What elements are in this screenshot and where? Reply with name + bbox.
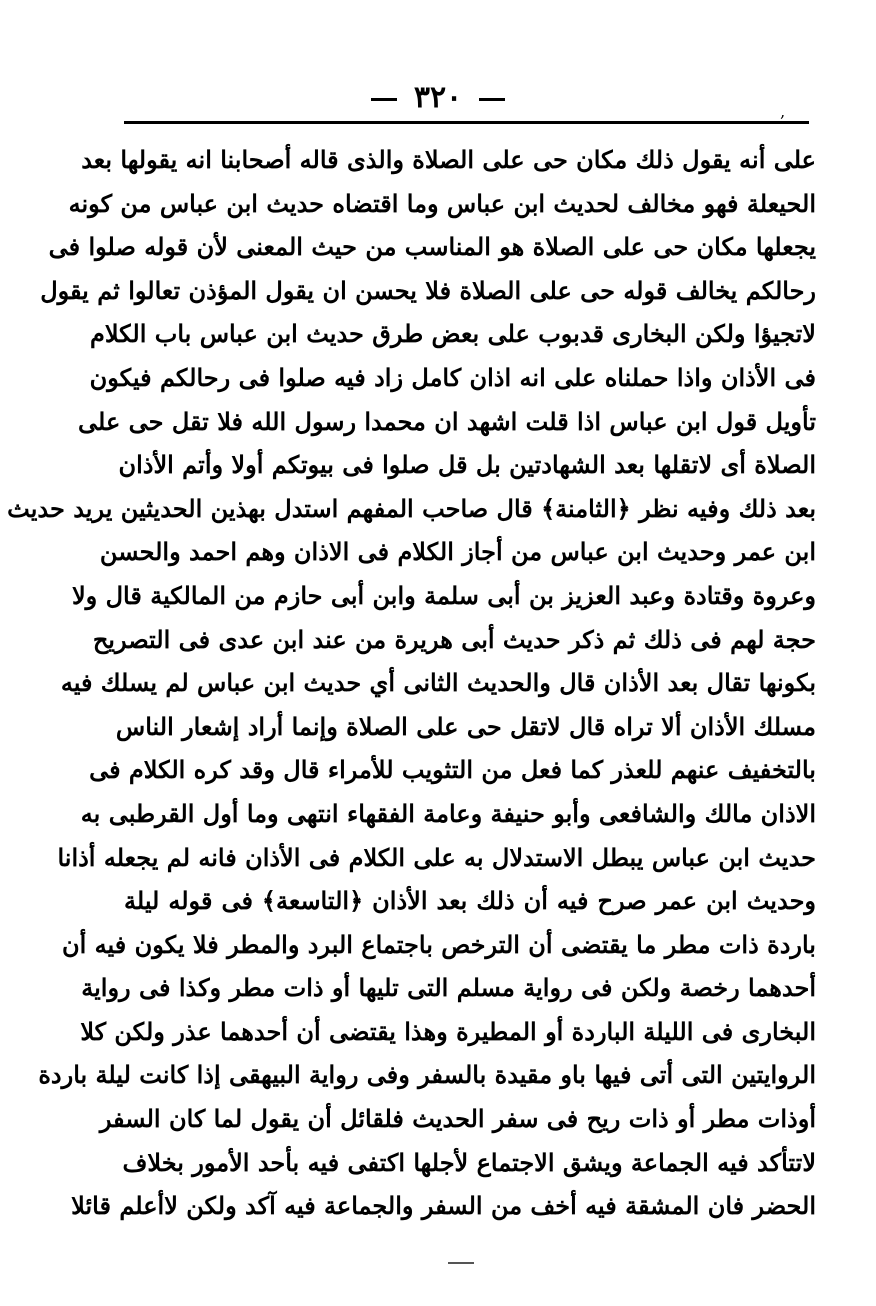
page-number: ٣٢٠: [413, 80, 463, 115]
text-line: الاذان مالك والشافعى وأبو حنيفة وعامة الفقهاء انتهى وما أول القرطبى به: [80, 798, 816, 828]
text-line: ابن عمر وحديث ابن عباس من أجاز الكلام فى الاذان وهم احمد والحسن: [99, 537, 816, 567]
header-dash-right: [479, 98, 505, 101]
text-line: وعروة وقتادة وعبد العزيز بن أبى سلمة وابن أبى حازم من المالكية قال ولا: [71, 580, 816, 610]
text-line: باردة ذات مطر ما يقتضى أن الترخص باجتماع البرد والمطر فلا يكون فيه أن: [62, 929, 816, 959]
corner-tick: ‚: [780, 102, 786, 121]
text-line: حجة لهم فى ذلك ثم ذكر حديث أبى هريرة من عند ابن عدى فى التصريح: [92, 624, 816, 654]
page-header: [0, 78, 876, 121]
text-line: مسلك الأذان ألا تراه قال لاتقل حى على الصلاة وإنما أراد إشعار الناس: [115, 711, 816, 741]
header-dash-left: [371, 98, 397, 101]
footer-mark: [448, 1262, 474, 1264]
text-line: الصلاة أى لاتقلها بعد الشهادتين بل قل صلوا فى بيوتكم أولا وأتم الأذان: [118, 450, 816, 480]
text-line: فى الأذان واذا حملناه على انه اذان كامل زاد فيه صلوا فى رحالكم فيكون: [89, 362, 816, 392]
text-line: أوذات مطر أو ذات ريح فى سفر الحديث فلقائل أن يقول لما كان السفر: [99, 1104, 816, 1134]
text-line: لاتتأكد فيه الجماعة ويشق الاجتماع لأجلها اكتفى فيه بأحد الأمور بخلاف: [122, 1147, 816, 1177]
text-line: تأويل قول ابن عباس اذا قلت اشهد ان محمدا رسول الله فلا تقل حى على: [78, 406, 816, 436]
text-line: بعد ذلك وفيه نظر ﴿الثامنة﴾ قال صاحب المفهم استدل بهذين الحديثين يريد حديث: [7, 493, 816, 523]
text-line: على أنه يقول ذلك مكان حى على الصلاة والذى قاله أصحابنا انه يقولها بعد: [81, 145, 816, 174]
text-line: البخارى فى الليلة الباردة أو المطيرة وهذا يقتضى أن أحدهما عذر ولكن كلا: [80, 1016, 816, 1046]
body-text: [7, 138, 816, 1228]
text-line: الحيعلة فهو مخالف لحديث ابن عباس وما اقتضاه حديث ابن عباس من كونه: [68, 188, 816, 218]
text-line: رحالكم يخالف قوله حى على الصلاة فلا يحسن ان يقول المؤذن تعالوا ثم يقول: [40, 275, 816, 305]
text-line: لاتجيؤا ولكن البخارى قدبوب على بعض طرق حديث ابن عباس باب الكلام: [89, 319, 816, 349]
text-line: يجعلها مكان حى على الصلاة هو المناسب من حيث المعنى لأن قوله صلوا فى: [48, 232, 816, 262]
text-line: وحديث ابن عمر صرح فيه أن ذلك بعد الأذان ﴿التاسعة﴾ فى قوله ليلة: [124, 886, 816, 916]
header-rule: [124, 121, 809, 124]
text-line: أحدهما رخصة ولكن فى رواية مسلم التى تليها أو ذات مطر وكذا فى رواية: [81, 973, 816, 1003]
text-line: بالتخفيف عنهم للعذر كما فعل من التثويب للأمراء قال وقد كره الكلام فى: [89, 755, 816, 785]
text-line: بكونها تقال بعد الأذان قال والحديث الثانى أي حديث ابن عباس لم يسلك فيه: [60, 668, 816, 698]
text-line: حديث ابن عباس يبطل الاستدلال به على الكلام فى الأذان فانه لم يجعله أذانا: [57, 842, 816, 872]
text-line: الحضر فان المشقة فيه أخف من السفر والجماعة فيه آكد ولكن لاأعلم قائلا: [71, 1191, 816, 1221]
text-line: الروايتين التى أتى فيها باو مقيدة بالسفر وفى رواية البيهقى إذا كانت ليلة باردة: [38, 1060, 816, 1090]
